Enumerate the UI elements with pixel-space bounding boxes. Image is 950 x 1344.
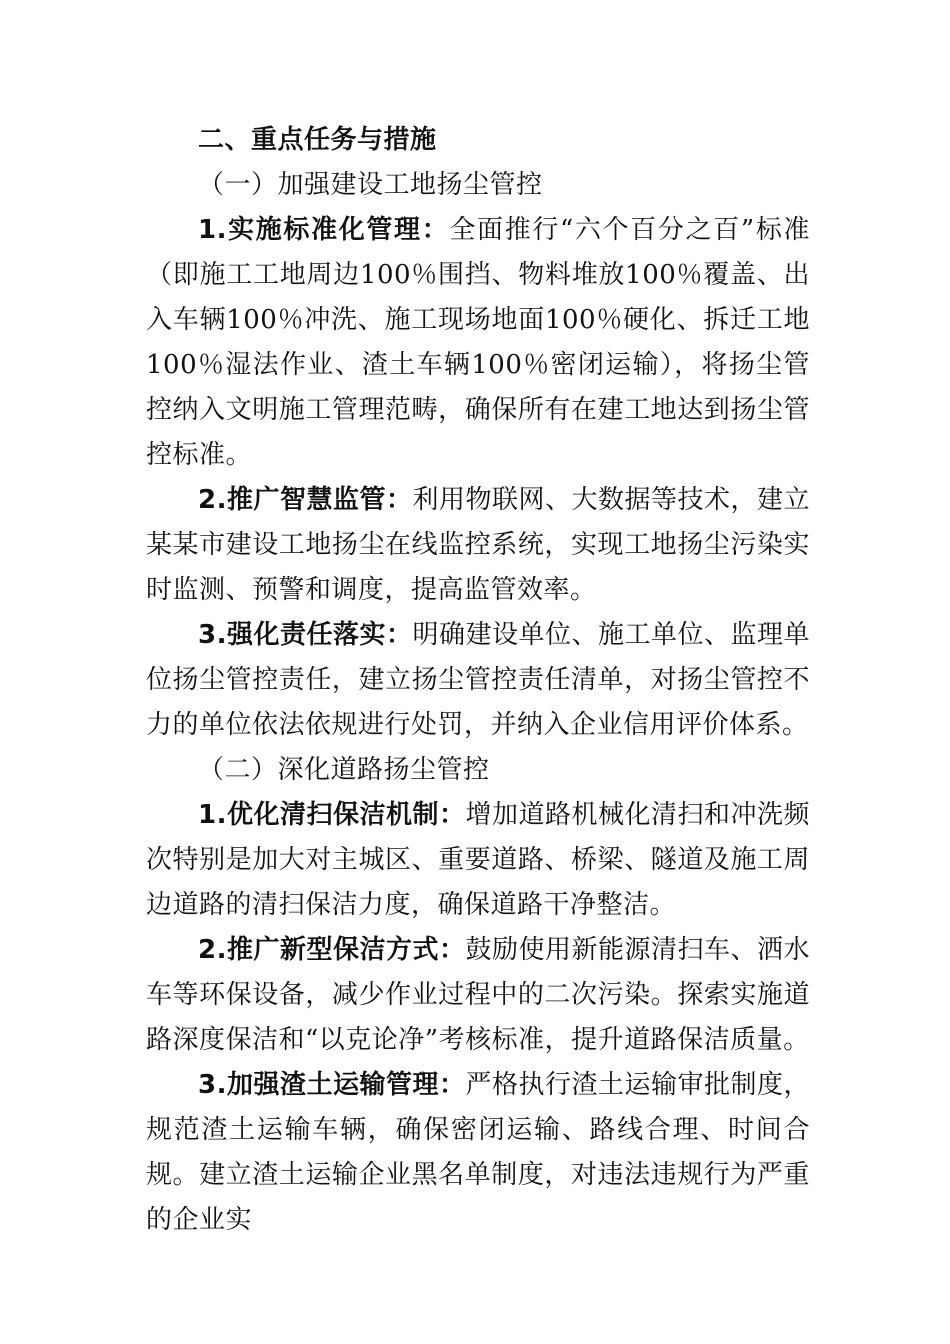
item-title: 2.推广智慧监管：: [198, 485, 413, 515]
list-item-1-3: [146, 613, 810, 748]
item-title: 3.加强渣土运输管理：: [198, 1070, 466, 1100]
subsection-heading-1: （一）加强建设工地扬尘管控: [198, 170, 543, 200]
subsection-heading-2: （二）深化道路扬尘管控: [198, 755, 490, 785]
section-heading: 二、重点任务与措施: [198, 125, 437, 155]
item-text: 明确建设单位、施工单位、监理单位扬尘管控责任，建立扬尘管控责任清单，对扬尘管控不力的单位依法依规进行处罚，并纳入企业信用评价体系。: [146, 620, 810, 740]
list-item-2-3: [146, 1063, 810, 1243]
item-text: 鼓励使用新能源清扫车、洒水车等环保设备，减少作业过程中的二次污染。探索实施道路深度保洁和“以克论净”考核标准，提升道路保洁质量。: [146, 935, 810, 1055]
list-item-2-1: [146, 793, 810, 928]
item-title: 2.推广新型保洁方式：: [198, 935, 466, 965]
list-item-2-2: [146, 928, 810, 1063]
document-body: [146, 118, 810, 1243]
item-text: 增加道路机械化清扫和冲洗频次特别是加大对主城区、重要道路、桥梁、隧道及施工周边道路的清扫保洁力度，确保道路干净整洁。: [146, 800, 810, 920]
list-item-1-2: [146, 478, 810, 613]
item-text: 全面推行“六个百分之百”标准（即施工工地周边100％围挡、物料堆放100％覆盖、出入车辆100％冲洗、施工现场地面100％硬化、拆迁工地100％湿法作业、渣土车辆100％密闭运输），将扬尘管控纳入文明施工管理范畴，确保所有在建工地达到扬尘管控标准。: [146, 215, 810, 470]
item-text: 严格执行渣土运输审批制度，规范渣土运输车辆，确保密闭运输、路线合理、时间合规。建立渣土运输企业黑名单制度，对违法违规行为严重的企业实: [146, 1070, 810, 1235]
item-title: 1.优化清扫保洁机制：: [198, 800, 466, 830]
item-title: 1.实施标准化管理：: [198, 215, 450, 245]
list-item-1-1: [146, 208, 810, 478]
item-title: 3.强化责任落实：: [198, 620, 413, 650]
item-text: 利用物联网、大数据等技术，建立某某市建设工地扬尘在线监控系统，实现工地扬尘污染实时监测、预警和调度，提高监管效率。: [146, 485, 810, 605]
